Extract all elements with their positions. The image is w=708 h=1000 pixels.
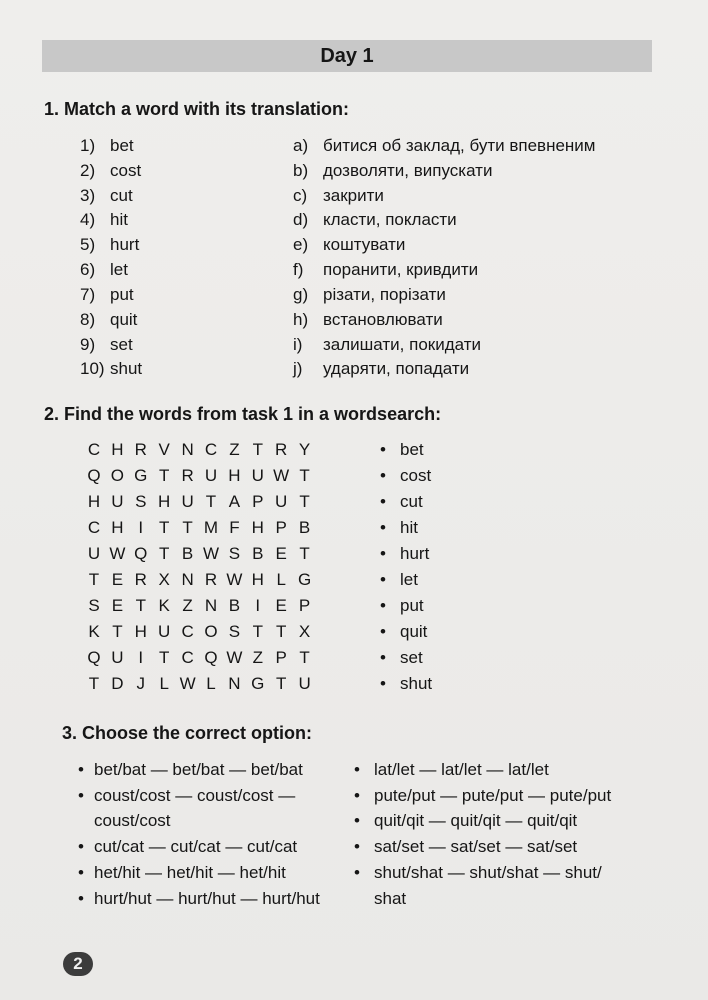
wordsearch-letter: C	[181, 648, 194, 667]
option-item: • het/hit — het/hit — het/hit	[78, 863, 286, 882]
wordsearch-letter: R	[275, 440, 288, 459]
list-item: 9) set	[80, 335, 133, 354]
wordsearch-letter: T	[182, 518, 193, 537]
wordsearch-letter: H	[228, 466, 241, 485]
list-item: 5) hurt	[80, 235, 140, 254]
wordsearch-letter: T	[88, 570, 100, 589]
list-item: 1) bet	[80, 136, 134, 155]
wordsearch-letter: N	[204, 596, 218, 615]
wordsearch-letter: E	[111, 596, 124, 615]
wordsearch-letter: G	[134, 466, 148, 485]
wordsearch-letter: N	[181, 440, 194, 459]
wordsearch-letter: E	[275, 544, 287, 563]
wordsearch-letter: C	[87, 440, 101, 459]
wordsearch-letter: L	[206, 674, 216, 693]
wordsearch-letter: B	[298, 518, 311, 537]
wordsearch-letter: U	[204, 466, 218, 485]
list-item: b) дозволяти, випускати	[293, 161, 493, 180]
wordsearch-letter: T	[275, 674, 287, 693]
wordsearch-letter: T	[158, 648, 170, 667]
list-item: • set	[380, 648, 423, 667]
wordsearch-letter: H	[111, 440, 124, 459]
wordsearch-letter: X	[158, 570, 170, 589]
wordsearch-letter: B	[228, 596, 241, 615]
wordsearch-letter: Q	[204, 648, 218, 667]
option-item: • sat/set — sat/set — sat/set	[354, 837, 578, 856]
wordsearch-letter: O	[204, 622, 218, 641]
wordsearch-letter: T	[88, 674, 100, 693]
wordsearch-letter: T	[299, 648, 310, 667]
wordsearch-letter: F	[229, 518, 240, 537]
wordsearch-letter: J	[136, 674, 146, 693]
list-item: h) встановлювати	[293, 310, 443, 329]
list-item: a) битися об заклад, бути впевненим	[293, 136, 596, 155]
wordsearch-letter: R	[134, 440, 147, 459]
wordsearch-letter: W	[273, 466, 290, 485]
wordsearch-letter: T	[205, 492, 217, 511]
option-item: • cut/cat — cut/cat — cut/cat	[78, 837, 298, 856]
list-item: 2) cost	[80, 161, 142, 180]
wordsearch-letter: H	[251, 518, 264, 537]
wordsearch-letter: Z	[229, 440, 240, 459]
wordsearch-letter: S	[228, 622, 241, 641]
wordsearch-letter: I	[138, 518, 144, 537]
option-item: • coust/cost — coust/cost —	[78, 786, 296, 805]
wordsearch-letter: U	[298, 674, 311, 693]
wordsearch-letter: M	[203, 518, 219, 537]
wordsearch-letter: C	[181, 622, 194, 641]
wordsearch-letter: U	[275, 492, 288, 511]
list-item: f) поранити, кривдити	[293, 260, 479, 279]
wordsearch-letter: Q	[134, 544, 148, 563]
wordsearch-letter: U	[251, 466, 264, 485]
wordsearch-letter: H	[111, 518, 124, 537]
wordsearch-letter: Z	[252, 648, 263, 667]
list-item: j) ударяти, попадати	[293, 359, 470, 378]
option-item: • bet/bat — bet/bat — bet/bat	[78, 760, 303, 779]
wordsearch-letter: B	[181, 544, 194, 563]
wordsearch-letter: T	[252, 622, 263, 641]
wordsearch-letter: P	[275, 518, 287, 537]
list-item: • shut	[380, 674, 433, 693]
list-item: c) закрити	[293, 186, 384, 205]
wordsearch-letter: A	[228, 492, 241, 511]
wordsearch-letter: P	[252, 492, 264, 511]
wordsearch-letter: P	[275, 648, 287, 667]
wordsearch-letter: H	[158, 492, 171, 511]
list-item: • hurt	[380, 544, 430, 563]
wordsearch-letter: C	[204, 440, 218, 459]
list-item: • let	[380, 570, 418, 589]
wordsearch-letter: N	[181, 570, 194, 589]
option-item: • hurt/hut — hurt/hut — hurt/hut	[78, 889, 320, 908]
wordsearch-letter: T	[112, 622, 123, 641]
wordsearch-letter: W	[179, 674, 196, 693]
list-item: • cut	[380, 492, 423, 511]
day-header	[42, 40, 652, 72]
task-2-title: 2. Find the words from task 1 in a wordsearch:	[44, 404, 442, 424]
list-item: 8) quit	[80, 310, 138, 329]
option-item-continuation: shat	[374, 889, 407, 908]
option-item: • quit/qit — quit/qit — quit/qit	[354, 811, 578, 830]
wordsearch-letter: L	[276, 570, 286, 589]
wordsearch-letter: N	[228, 674, 241, 693]
task-3-title: 3. Choose the correct option:	[62, 723, 313, 743]
wordsearch-letter: T	[275, 622, 287, 641]
wordsearch-letter: R	[181, 466, 194, 485]
wordsearch-letter: S	[88, 596, 100, 615]
wordsearch-letter: U	[111, 492, 124, 511]
list-item: • quit	[380, 622, 428, 641]
list-item: i) залишати, покидати	[293, 335, 481, 354]
option-item: • shut/shat — shut/shat — shut/	[354, 863, 602, 882]
wordsearch-letter: T	[158, 518, 170, 537]
day-title: Day 1	[320, 45, 374, 67]
list-item: 4) hit	[80, 210, 128, 229]
wordsearch-letter: U	[181, 492, 194, 511]
list-item: • hit	[380, 518, 418, 537]
wordsearch-letter: W	[109, 544, 126, 563]
wordsearch-letter: T	[135, 596, 146, 615]
page-number: 2	[63, 952, 93, 976]
wordsearch-letter: X	[298, 622, 311, 641]
list-item: 10) shut	[80, 359, 143, 378]
wordsearch-letter: V	[158, 440, 170, 459]
wordsearch-letter: Q	[87, 648, 101, 667]
wordsearch-letter: H	[251, 570, 264, 589]
wordsearch-letter: S	[135, 492, 147, 511]
list-item: 7) put	[80, 285, 134, 304]
wordsearch-letter: Y	[298, 440, 311, 459]
wordsearch-letter: G	[251, 674, 265, 693]
wordsearch-letter: T	[299, 466, 310, 485]
wordsearch-letter: T	[158, 466, 170, 485]
wordsearch-letter: U	[87, 544, 101, 563]
wordsearch-letter: W	[202, 544, 220, 563]
option-item: • pute/put — pute/put — pute/put	[354, 786, 612, 805]
wordsearch-letter: C	[87, 518, 101, 537]
list-item: e) коштувати	[293, 235, 406, 254]
list-item: • put	[380, 596, 424, 615]
wordsearch-letter: L	[159, 674, 169, 693]
list-item: • cost	[380, 466, 432, 485]
wordsearch-letter: O	[110, 466, 124, 485]
wordsearch-letter: T	[252, 440, 263, 459]
wordsearch-letter: E	[275, 596, 287, 615]
wordsearch-letter: P	[298, 596, 311, 615]
wordsearch-letter: E	[111, 570, 124, 589]
list-item: 3) cut	[80, 186, 133, 205]
option-item-continuation: coust/cost	[94, 811, 171, 830]
wordsearch-letter: U	[111, 648, 124, 667]
list-item: d) класти, покласти	[293, 210, 457, 229]
list-item: g) різати, порізати	[293, 285, 446, 304]
wordsearch-letter: W	[226, 648, 243, 667]
wordsearch-letter: D	[111, 674, 124, 693]
wordsearch-letter: H	[134, 622, 147, 641]
wordsearch-letter: Q	[87, 466, 101, 485]
wordsearch-letter: W	[226, 570, 243, 589]
wordsearch-letter: K	[158, 596, 170, 615]
wordsearch-letter: B	[252, 544, 264, 563]
task-1-title: 1. Match a word with its translation:	[44, 99, 350, 119]
wordsearch-letter: I	[138, 648, 144, 667]
wordsearch-letter: U	[158, 622, 171, 641]
wordsearch-letter: R	[204, 570, 218, 589]
wordsearch-letter: S	[228, 544, 241, 563]
wordsearch-letter: H	[87, 492, 101, 511]
list-item: • bet	[380, 440, 424, 459]
wordsearch-letter: T	[158, 544, 170, 563]
wordsearch-letter: Z	[182, 596, 193, 615]
wordsearch-letter: K	[88, 622, 100, 641]
list-item: 6) let	[80, 260, 128, 279]
wordsearch-letter: T	[299, 492, 310, 511]
option-item: • lat/let — lat/let — lat/let	[354, 760, 549, 779]
wordsearch-letter: R	[134, 570, 147, 589]
wordsearch-letter: I	[255, 596, 261, 615]
wordsearch-letter: G	[297, 570, 312, 589]
wordsearch-letter: T	[299, 544, 310, 563]
